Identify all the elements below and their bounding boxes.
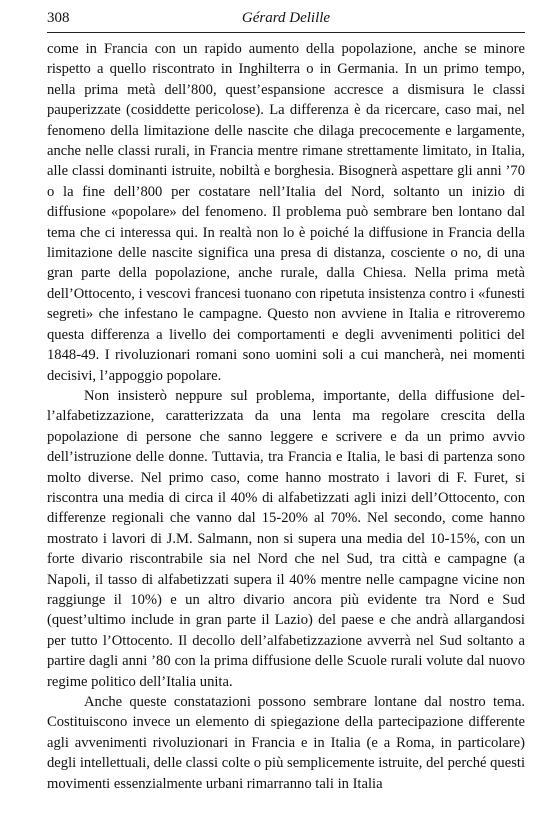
paragraph-1: come in Francia con un rapido aumento della popolazione, anche se minore rispetto a quello riscontrato in Inghilterra o in Germania. In un primo tempo, nella prima metà dell’800, quest’espansione accresce a dismisura le classi pauperizzate (cosiddette pericolose). La differenza è da ricercare, caso mai, nel fenomeno della limitazione delle nascite che dilaga precocemente e largamente, anche nelle classi rurali, in Francia mentre rimane strettamente limitato, in Italia, alle classi dominanti istruite, nobiltà e borghesia. Bisognerà aspettare gli anni ’70 o la fine dell’800 per costatare nell’Italia del Nord, soltanto un inizio di diffusione «popolare» del fenomeno. Il problema può sembrare ben lontano dal tema che ci interessa qui. In realtà non lo è poiché la diffusione in Francia della limitazione delle nascite significa una presa di distanza, cosciente o no, di una gran parte della popolazione, anche rurale, dalla Chiesa. Nella prima metà dell’Ottocento, i vescovi francesi tuonano con ripetuta insistenza contro i «funesti segreti» che infestano le campagne. Questo non avviene in Italia e ritroveremo questa differenza a livello dei comportamenti e degli avvenimenti politici del 1848-49. I rivoluzionari romani sono uomini soli a cui mancherà, nei momenti decisivi, l’appoggio popolare. xyxy=(47,41,525,384)
paragraph-2: Non insisterò neppure sul problema, importante, della diffusione dell’alfabetizzazione, caratterizzata da una lenta ma regolare crescita della popolazione di persone che sanno leggere e scrivere e da un primo avvio dell’istruzione delle donne. Tuttavia, tra Francia e Italia, le basi di partenza sono molto diverse. Nel primo caso, come hanno mostrato i lavori di F. Furet, si riscontra una media di circa il 40% di alfabetizzati agli inizi dell’Ottocento, con differenze regionali che vanno dal 15-20% al 70%. Nel secondo, come hanno mostrato i lavori di J.M. Salmann, non si supera una media del 10-15%, con un forte divario riscontrabile sia nel Nord che nel Sud, tra città e campagne (a Napoli, il tasso di alfabetizzati supera il 40% mentre nelle campagne vicine non raggiunge il 10%) e un altro divario ancora più evidente tra Nord e Sud (quest’ultimo include in gran parte il Lazio) del paese e che andrà allargandosi per tutto l’Ottocento. Il decollo dell’alfabetizzazione avverrà nel Sud soltanto a partire dagli anni ’80 con la prima diffusione delle Scuole rurali volute dal nuovo regime politico dell’Italia unita. xyxy=(47,387,525,690)
page-header xyxy=(47,10,525,32)
book-page xyxy=(47,10,525,794)
header-rule xyxy=(47,32,525,33)
page-number: 308 xyxy=(47,10,70,26)
body-text xyxy=(47,39,525,794)
running-head: Gérard Delille xyxy=(241,10,331,26)
paragraph-3: Anche queste constatazioni possono sembrare lontane dal nostro tema. Costituiscono invece un elemento di spiegazione della partecipazione differente agli avvenimenti rivoluzionari in Francia e in Italia (e a Roma, in particolare) degli intellettuali, delle classi colte o più semplicemente istruite, del perché questi movimenti essenzialmente urbani rimarranno tali in Italia xyxy=(47,694,525,792)
